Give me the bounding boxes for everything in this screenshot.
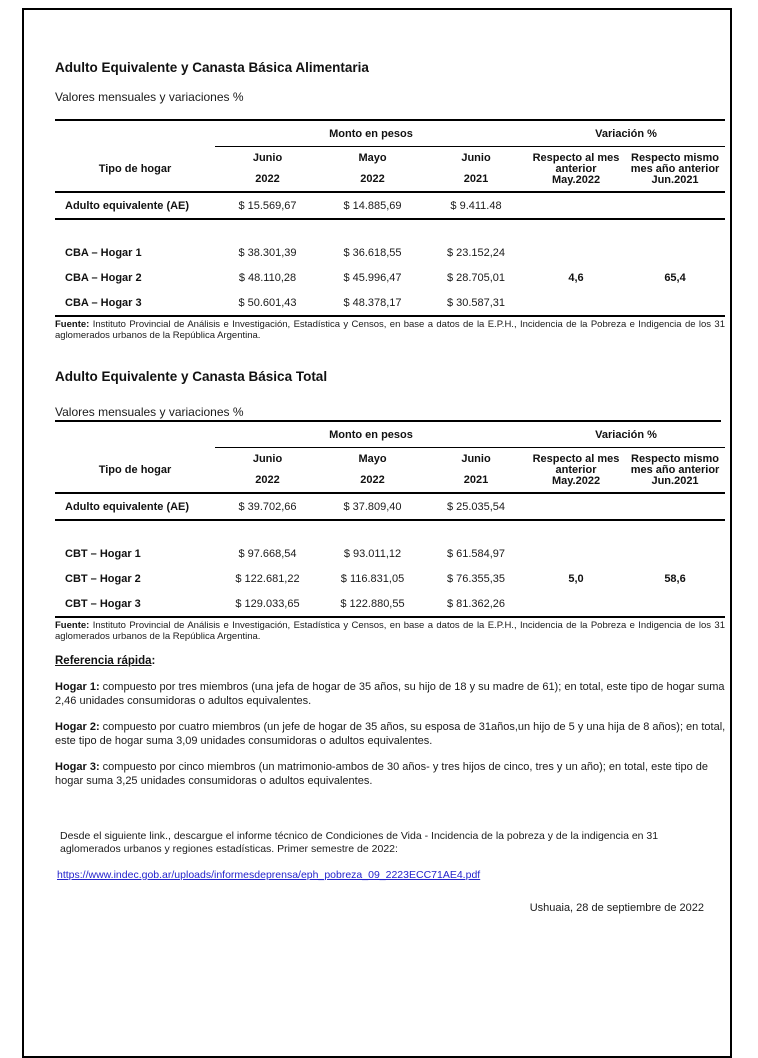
variation-cell: [625, 493, 725, 520]
variation-cell: [625, 541, 725, 566]
ae-row: [55, 493, 725, 520]
table-row: [55, 566, 725, 591]
fuente-note: [55, 319, 725, 341]
section-title: Adulto Equivalente y Canasta Básica Total: [55, 369, 328, 384]
value-cell: $ 76.355,35: [446, 572, 506, 585]
month-col-header: Junio 2022: [215, 448, 320, 494]
fuente-text: Instituto Provincial de Análisis e Investigación, Estadística y Censos, en base a datos de la E.P.H., Incidencia de la Pobreza e Indigencia de los 31 aglomerados urbanos de la República Argentina.: [55, 319, 725, 341]
variation-col-header: Respecto mismo mes año anterior Jun.2021: [625, 448, 725, 494]
row-label: CBA – Hogar 3: [55, 290, 215, 316]
reference-item-hogar3: Hogar 3: compuesto por cinco miembros (un matrimonio-ambos de 30 años- y tres hijos de cinco, tres y un año); en total, este tipo de hogar suma 3,25 unidades consumidoras o adultos equivalentes.: [55, 761, 708, 787]
table-row: [55, 591, 725, 617]
hogar-label: Hogar 1:: [55, 681, 100, 693]
row-label: Adulto equivalente (AE): [55, 192, 215, 219]
section-subtitle: Valores mensuales y variaciones %: [55, 90, 244, 104]
download-instruction: Desde el siguiente link., descargue el informe técnico de Condiciones de Vida - Incidencia de la pobreza y de la indigencia en 31 aglomerados urbanos y regiones estadísticas. Primer semestre de 2022:: [60, 830, 659, 855]
variation-cell: [527, 541, 625, 566]
value-cell: $ 45.996,47: [343, 271, 402, 284]
cbt-table: [55, 422, 725, 618]
variation-col-header: Respecto al mes anterior May.2022: [527, 448, 625, 494]
row-label: CBA – Hogar 1: [65, 246, 142, 259]
table-row: [55, 541, 725, 566]
cbt-section: [55, 369, 725, 642]
spacer-row: [55, 520, 725, 541]
row-label: CBT – Hogar 3: [55, 591, 215, 617]
tipo-de-hogar-header: Tipo de hogar: [55, 448, 215, 494]
variation-col-header: Respecto al mes anterior May.2022: [527, 147, 625, 193]
page-content: [24, 10, 730, 915]
column-header-row: [55, 448, 725, 494]
month-col-header: Mayo 2022: [320, 448, 425, 494]
tipo-de-hogar-header: Tipo de hogar: [55, 147, 215, 193]
value-cell: $ 39.702,66: [215, 493, 320, 520]
ae-row: [55, 192, 725, 219]
variation-cell: [527, 240, 625, 265]
value-cell: $ 14.885,69: [320, 192, 425, 219]
month-col-header: Junio 2021: [425, 147, 527, 193]
value-cell: $ 36.618,55: [343, 246, 402, 259]
variation-cell: 5,0: [568, 572, 584, 585]
reference-item-hogar1: Hogar 1: compuesto por tres miembros (una jefa de hogar de 35 años, su hijo de 18 y su madre de 61); en total, este tipo de hogar suma 2,46 unidades consumidoras o adultos equivalentes.: [55, 681, 725, 707]
value-cell: $ 122.681,22: [235, 572, 300, 585]
variation-cell: [527, 192, 625, 219]
value-cell: $ 93.011,12: [343, 547, 402, 560]
value-cell: $ 129.033,65: [215, 591, 320, 617]
empty-cell: [55, 422, 215, 448]
value-cell: $ 15.569,67: [215, 192, 320, 219]
row-label: CBT – Hogar 1: [65, 547, 141, 560]
cba-table: [55, 119, 725, 317]
month-col-header: Junio 2021: [425, 448, 527, 494]
variation-cell: [625, 192, 725, 219]
variacion-group-header: Variación %: [527, 120, 725, 147]
variation-cell: 4,6: [568, 271, 584, 284]
month-col-header: Junio 2022: [215, 147, 320, 193]
variation-cell: [527, 290, 625, 316]
value-cell: $ 97.668,54: [238, 547, 297, 560]
value-cell: $ 122.880,55: [320, 591, 425, 617]
reference-heading: Referencia rápida:: [55, 655, 156, 667]
page-frame: [22, 8, 732, 1058]
row-label: CBT – Hogar 2: [65, 572, 141, 585]
variation-col-header: Respecto mismo mes año anterior Jun.2021: [625, 147, 725, 193]
value-cell: $ 30.587,31: [425, 290, 527, 316]
date-line: Ushuaia, 28 de septiembre de 2022: [529, 902, 704, 914]
cba-section: [55, 60, 725, 341]
fuente-note: [55, 620, 725, 642]
row-label: CBA – Hogar 2: [65, 271, 142, 284]
value-cell: $ 116.831,05: [340, 572, 405, 585]
monto-group-header: Monto en pesos: [215, 422, 527, 448]
value-cell: $ 48.378,17: [320, 290, 425, 316]
variation-cell: [527, 493, 625, 520]
table-row: [55, 290, 725, 316]
table-row: [55, 240, 725, 265]
fuente-text: Instituto Provincial de Análisis e Investigación, Estadística y Censos, en base a datos de la E.P.H., Incidencia de la Pobreza e Indigencia de los 31 aglomerados urbanos de la República Argentina.: [55, 620, 725, 642]
value-cell: $ 61.584,97: [446, 547, 506, 560]
value-cell: $ 81.362,26: [425, 591, 527, 617]
value-cell: $ 9.411.48: [425, 192, 527, 219]
hogar-label: Hogar 2:: [55, 721, 100, 733]
group-header-row: [55, 422, 725, 448]
value-cell: $ 37.809,40: [320, 493, 425, 520]
table-row: [55, 265, 725, 290]
row-label: Adulto equivalente (AE): [55, 493, 215, 520]
empty-cell: [55, 120, 215, 147]
page-title: Adulto Equivalente y Canasta Básica Alimentaria: [55, 60, 369, 75]
value-cell: $ 48.110,28: [238, 271, 297, 284]
value-cell: $ 50.601,43: [215, 290, 320, 316]
value-cell: $ 38.301,39: [238, 246, 297, 259]
column-header-row: [55, 147, 725, 193]
variation-cell: [527, 591, 625, 617]
spacer-row: [55, 219, 725, 240]
month-col-header: Mayo 2022: [320, 147, 425, 193]
variation-cell: [625, 290, 725, 316]
variation-cell: [625, 591, 725, 617]
fuente-label: Fuente:: [55, 620, 90, 631]
variation-cell: 65,4: [664, 271, 686, 284]
value-cell: $ 28.705,01: [446, 271, 506, 284]
variation-cell: 58,6: [664, 572, 686, 585]
variation-cell: [625, 240, 725, 265]
group-header-row: [55, 120, 725, 147]
section-subtitle: Valores mensuales y variaciones %: [55, 405, 721, 422]
value-cell: $ 23.152,24: [446, 246, 506, 259]
hogar-label: Hogar 3:: [55, 761, 100, 773]
value-cell: $ 25.035,54: [425, 493, 527, 520]
monto-group-header: Monto en pesos: [215, 120, 527, 147]
variacion-group-header: Variación %: [527, 422, 725, 448]
reference-item-hogar2: Hogar 2: compuesto por cuatro miembros (un jefe de hogar de 35 años, su esposa de 31años,un hijo de 5 y una hija de 8 años); en total, este tipo de hogar suma 3,09 unidades consumidoras o adultos equivalentes.: [55, 721, 726, 747]
fuente-label: Fuente:: [55, 319, 90, 330]
report-link[interactable]: https://www.indec.gob.ar/uploads/informesdeprensa/eph_pobreza_09_2223ECC71AE4.pdf: [57, 869, 481, 881]
